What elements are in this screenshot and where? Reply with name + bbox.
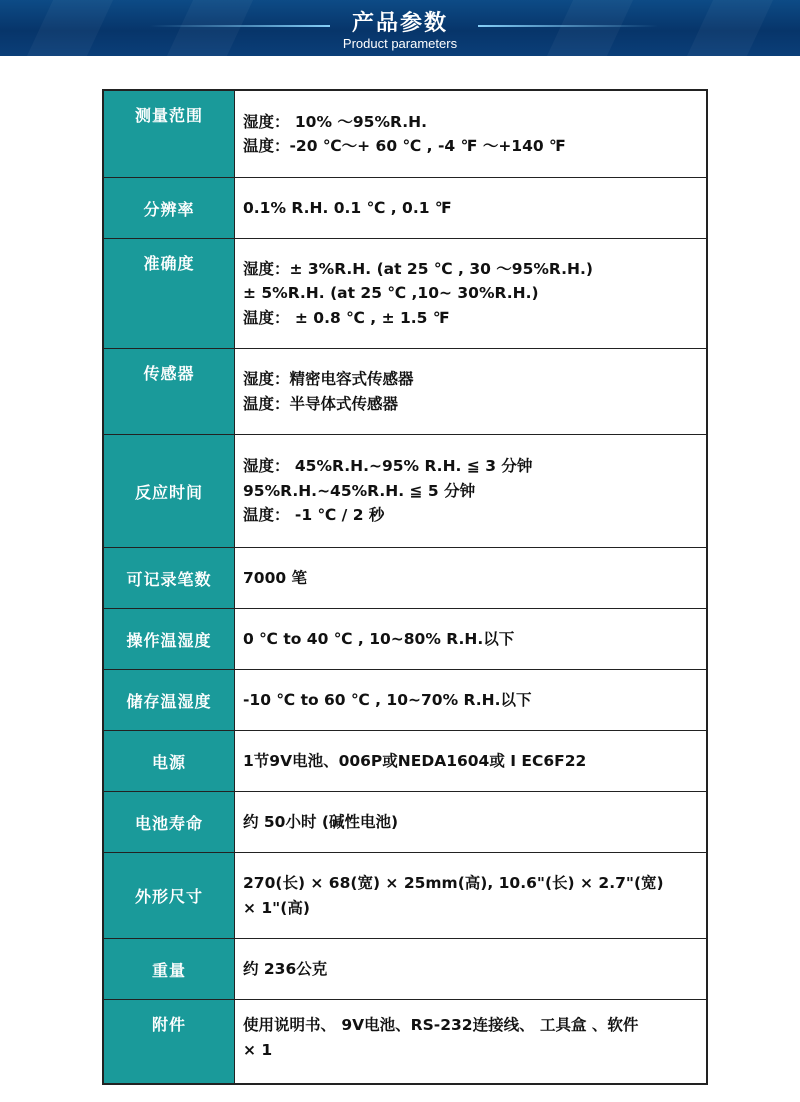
spec-value — [235, 792, 706, 852]
spec-label: 分辨率 — [104, 178, 235, 238]
spec-row-accuracy — [104, 239, 706, 349]
spec-row-storage-conditions — [104, 670, 706, 731]
spec-row-resolution — [104, 178, 706, 239]
spec-row-measure-range — [104, 91, 706, 178]
spec-row-response-time — [104, 435, 706, 548]
spec-value — [235, 239, 706, 348]
spec-label: 可记录笔数 — [104, 548, 235, 608]
spec-row-record-count — [104, 548, 706, 609]
spec-label: 储存温湿度 — [104, 670, 235, 730]
spec-table — [102, 89, 708, 1085]
spec-line: 温度： ± 0.8 ℃ , ± 1.5 ℉ — [243, 308, 450, 327]
spec-line: 约 236公克 — [243, 959, 328, 978]
spec-row-accessories — [104, 1000, 706, 1083]
spec-line: 湿度：精密电容式传感器 — [243, 370, 414, 388]
spec-line: × 1"(高) — [243, 898, 310, 917]
spec-value — [235, 91, 706, 177]
page-subtitle: Product parameters — [342, 36, 458, 51]
spec-line: 7000 笔 — [243, 568, 308, 587]
spec-line: 温度： -1 ℃ / 2 秒 — [243, 506, 385, 525]
header-banner — [0, 0, 800, 56]
spec-label: 反应时间 — [104, 435, 235, 547]
spec-row-power — [104, 731, 706, 792]
spec-value — [235, 670, 706, 730]
spec-value — [235, 939, 706, 999]
spec-line: 使用说明书、 9V电池、RS-232连接线、 工具盒 、软件 — [243, 1016, 639, 1034]
spec-row-operating-conditions — [104, 609, 706, 670]
spec-line: 0 ℃ to 40 ℃ , 10~80% R.H.以下 — [243, 629, 515, 648]
spec-value — [235, 435, 706, 547]
spec-label: 电池寿命 — [104, 792, 235, 852]
spec-label: 测量范围 — [104, 91, 235, 177]
spec-label: 外形尺寸 — [104, 853, 235, 938]
spec-line: 270(长) × 68(宽) × 25mm(高), 10.6"(长) × 2.7"(宽) — [243, 874, 664, 892]
spec-line: 湿度： 10% ～95%R.H. — [243, 112, 427, 131]
spec-value — [235, 853, 706, 938]
spec-label: 重量 — [104, 939, 235, 999]
spec-line: 1节9V电池、006P或NEDA1604或 I EC6F22 — [243, 751, 587, 770]
spec-row-dimensions — [104, 853, 706, 939]
spec-value — [235, 731, 706, 791]
spec-label: 操作温湿度 — [104, 609, 235, 669]
spec-value — [235, 609, 706, 669]
spec-label: 电源 — [104, 731, 235, 791]
page-title: 产品参数 — [351, 11, 448, 36]
spec-row-sensor — [104, 349, 706, 435]
spec-row-battery-life — [104, 792, 706, 853]
spec-value — [235, 178, 706, 238]
spec-value — [235, 548, 706, 608]
spec-line: 湿度： 45%R.H.~95% R.H. ≦ 3 分钟 — [243, 457, 533, 476]
spec-label: 附件 — [104, 1000, 235, 1083]
spec-line: ± 5%R.H. (at 25 ℃ ,10~ 30%R.H.) — [243, 284, 539, 303]
spec-line: 95%R.H.~45%R.H. ≦ 5 分钟 — [243, 481, 476, 500]
spec-row-weight — [104, 939, 706, 1000]
spec-label: 准确度 — [104, 239, 235, 348]
spec-label: 传感器 — [104, 349, 235, 434]
spec-line: × 1 — [243, 1040, 273, 1059]
spec-line: 湿度：± 3%R.H. (at 25 ℃ , 30 ～95%R.H.) — [243, 259, 593, 278]
spec-line: -10 ℃ to 60 ℃ , 10~70% R.H.以下 — [243, 690, 532, 709]
spec-line: 0.1% R.H. 0.1 ℃ , 0.1 ℉ — [243, 198, 452, 217]
spec-value — [235, 349, 706, 434]
spec-line: 温度：-20 ℃～+ 60 ℃ , -4 ℉ ～+140 ℉ — [243, 137, 566, 155]
spec-line: 温度：半导体式传感器 — [243, 394, 399, 413]
spec-value — [235, 1000, 706, 1083]
spec-line: 约 50小时 (碱性电池) — [243, 812, 399, 831]
